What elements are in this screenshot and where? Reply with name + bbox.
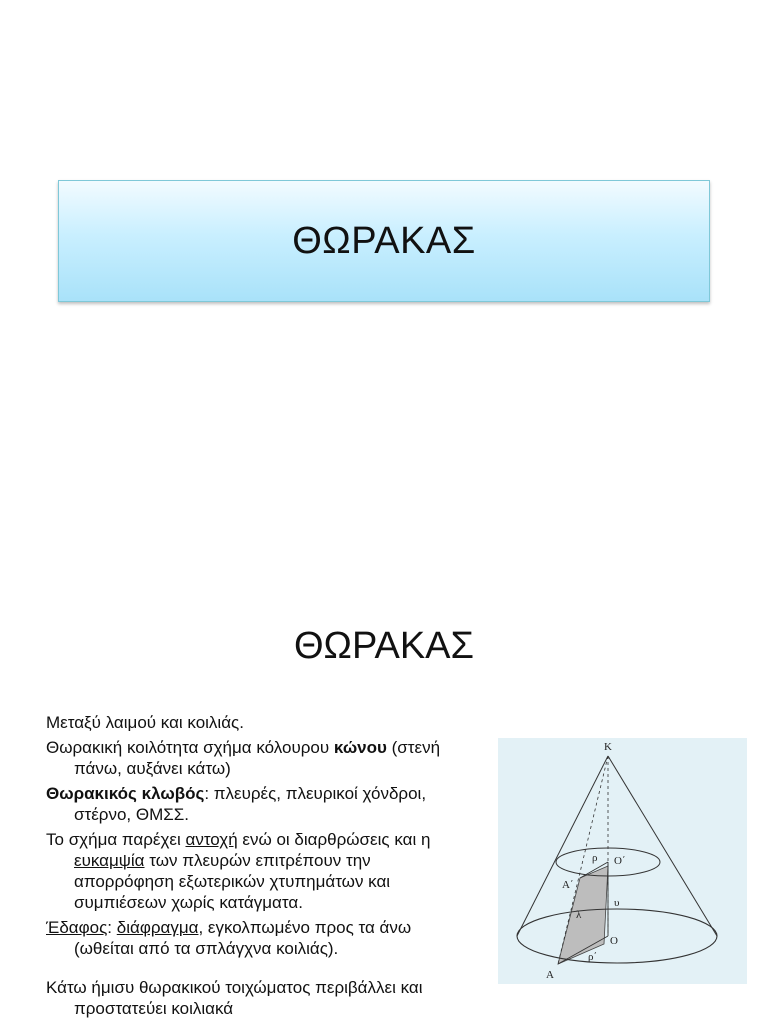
slide1-title: ΘΩΡΑΚΑΣ: [292, 219, 476, 262]
bullet-shape: [46, 829, 466, 913]
bullet-floor-text: , εγκολπωμένο προς τα άνω (ωθείται από τα σπλάγχνα κοιλιάς).: [74, 918, 412, 958]
slide1-title-box: [58, 180, 710, 302]
bullet-floor-underline-2: διάφραγμα: [116, 918, 199, 937]
bullet-shape-text: Το σχήμα παρέχει: [46, 830, 186, 849]
label-height: υ: [614, 897, 620, 909]
bullet-cage-text: : πλευρές, πλευρικοί χόνδροι, στέρνο, ΘΜΣΣ.: [74, 784, 427, 824]
bullet-floor-sep: :: [107, 918, 117, 937]
label-bottom-radius: ρ΄: [588, 951, 598, 963]
cone-diagram-svg: [498, 738, 747, 984]
bullet-floor-underline-1: Έδαφος: [46, 918, 108, 937]
label-bottom-center: O: [610, 935, 618, 947]
bullet-shape-underline-1: αντοχή: [185, 830, 238, 849]
bullet-cavity: [46, 737, 466, 779]
bullet-shape-mid: ενώ οι διαρθρώσεις και η: [237, 830, 431, 849]
bullet-cavity-bold: κώνου: [333, 738, 387, 757]
bullet-location: [46, 712, 466, 733]
bullet-cage: [46, 783, 466, 825]
label-top-point: A΄: [562, 879, 574, 891]
bullet-cavity-text: Θωρακική κοιλότητα σχήμα κόλουρου: [46, 738, 334, 757]
cone-diagram: [498, 738, 747, 984]
bullet-cage-bold: Θωρακικός κλωβός: [46, 784, 205, 803]
label-bottom-point: A: [546, 969, 554, 981]
bullet-cavity-note: (στενή πάνω, αυξάνει κάτω): [74, 738, 441, 778]
slide2-title: ΘΩΡΑΚΑΣ: [293, 625, 475, 667]
bullet-lower-half-text: Κάτω ήμισυ θωρακικού τοιχώματος περιβάλλει και προστατεύει κοιλιακά: [46, 978, 423, 1018]
bullet-lower-half: [46, 977, 466, 1019]
label-apex: K: [604, 741, 612, 753]
bullet-shape-underline-2: ευκαμψία: [74, 851, 145, 870]
label-top-center: O΄: [614, 855, 626, 867]
bullet-location-text: Μεταξύ λαιμού και κοιλιάς.: [46, 713, 244, 732]
bullet-floor: [46, 917, 466, 959]
label-top-radius: ρ: [592, 852, 598, 864]
label-slant: λ: [576, 909, 582, 921]
bullet-shape-end: των πλευρών επιτρέπουν την απορρόφηση εξωτερικών χτυπημάτων και συμπιέσεων χωρίς κατάγματα.: [74, 851, 391, 912]
slide2-body: [46, 712, 466, 1023]
